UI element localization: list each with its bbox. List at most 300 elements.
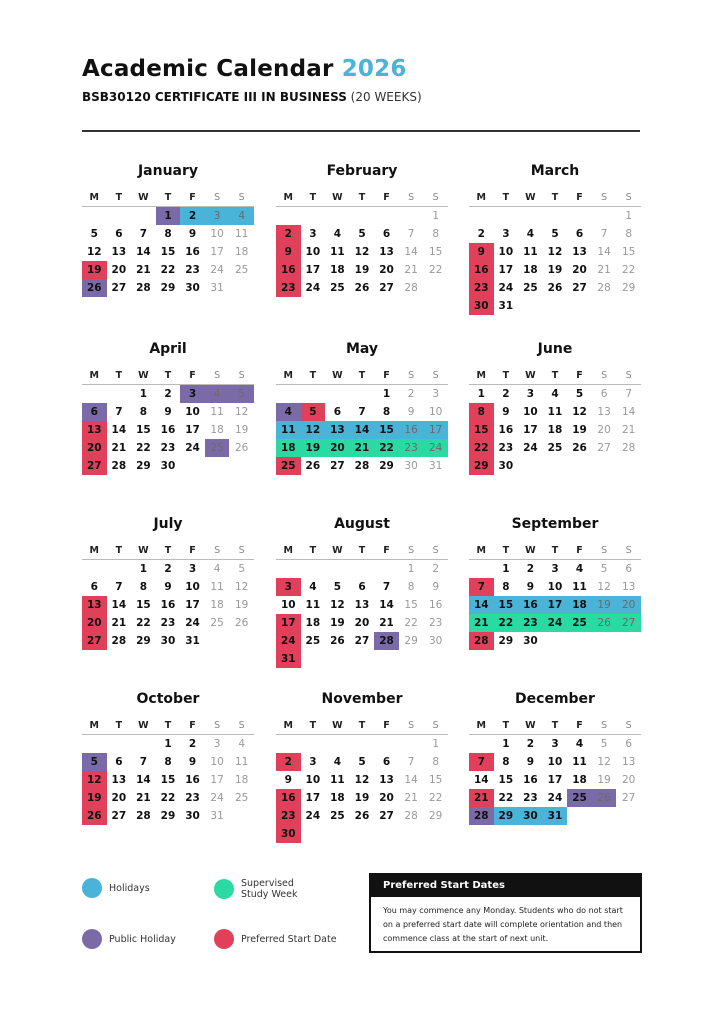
day-cell: 11 [572,756,587,768]
day-cell: 11 [305,599,321,611]
day-cell: 11 [330,246,345,258]
weekday-label: T [358,192,366,203]
day-cell: 9 [188,756,197,768]
legend-preferred [214,929,337,949]
day-cell: 10 [498,246,514,258]
weekday-label: S [214,370,221,381]
preferred-swatch-icon [214,929,234,949]
days-grid [276,560,448,668]
day-cell: 10 [305,246,321,258]
day-cell: 21 [469,614,494,632]
day-cell: 8 [469,403,494,421]
day-cell: 20 [597,424,611,436]
day-cell: 24 [210,792,224,804]
day-cell: 5 [358,756,366,768]
day-cell: 9 [276,243,301,261]
day-cell: 12 [330,599,345,611]
day-cell: 18 [330,264,345,276]
days-grid [469,560,641,650]
day-cell: 8 [164,756,172,768]
day-cell: 4 [333,228,342,240]
month-july [82,514,254,650]
day-cell: 4 [333,756,342,768]
weekday-header [82,367,254,385]
day-cell: 12 [86,246,102,258]
day-cell: 2 [188,738,197,750]
day-cell: 14 [473,774,489,786]
day-cell: 5 [333,581,342,593]
day-cell: 15 [469,421,494,439]
day-cell: 24 [276,632,301,650]
weekday-label: S [432,545,439,556]
day-cell: 6 [358,581,366,593]
day-cell: 25 [234,264,249,276]
day-cell: 28 [404,810,418,822]
weekday-label: T [502,720,510,731]
day-cell: 10 [547,581,563,593]
day-cell: 1 [432,738,439,750]
day-cell: 11 [330,774,345,786]
weekday-header [82,189,254,207]
day-cell: 19 [82,789,107,807]
empty-cell [107,385,132,403]
month-name: October [136,691,200,707]
day-cell: 17 [185,599,200,611]
day-cell: 16 [276,789,301,807]
weekday-label: T [164,720,172,731]
days-grid [469,385,641,475]
weekday-label: M [89,192,100,203]
day-cell: 5 [229,385,254,403]
day-cell: 21 [111,442,127,454]
days-grid [276,735,448,843]
day-cell: 1 [156,207,181,225]
day-cell: 3 [205,207,230,225]
day-cell: 23 [185,792,200,804]
day-cell: 27 [82,632,107,650]
day-cell: 14 [136,774,151,786]
day-cell: 29 [136,460,151,472]
weekday-label: F [189,545,196,556]
weekday-label: M [283,192,294,203]
day-cell: 20 [82,439,107,457]
legend-holidays-label: Holidays [109,882,150,894]
empty-cell [276,560,301,578]
day-cell: 25 [547,442,563,454]
day-cell: 26 [305,460,321,472]
day-cell: 21 [404,792,418,804]
month-name: January [137,163,199,179]
day-cell: 3 [551,563,559,575]
day-cell: 12 [597,756,611,768]
weekday-label: T [551,370,559,381]
day-cell: 12 [82,771,107,789]
day-cell: 1 [382,388,391,400]
day-cell: 25 [567,614,592,632]
day-cell: 14 [136,246,151,258]
day-cell: 5 [551,228,559,240]
day-cell: 28 [136,810,151,822]
weekday-label: T [502,370,510,381]
day-cell: 3 [309,228,317,240]
day-cell: 30 [498,460,514,472]
weekday-label: F [189,370,196,381]
weekday-label: M [89,720,100,731]
day-cell: 5 [82,753,107,771]
weekday-header [469,367,641,385]
day-cell: 12 [234,581,249,593]
day-cell: 11 [572,581,587,593]
day-cell: 23 [160,442,176,454]
day-cell: 9 [407,406,415,418]
day-cell: 7 [115,581,123,593]
day-cell: 16 [399,421,424,439]
month-november [276,689,448,843]
month-name: May [345,341,379,357]
day-cell: 7 [469,753,494,771]
day-cell: 11 [276,421,301,439]
day-cell: 26 [592,789,617,807]
day-cell: 1 [164,738,172,750]
day-cell: 11 [210,581,224,593]
day-cell: 14 [469,596,494,614]
weekday-label: T [115,720,123,731]
day-cell: 13 [379,246,394,258]
weekday-label: T [358,370,366,381]
day-cell: 29 [621,282,636,294]
empty-cell [543,207,568,225]
day-cell: 15 [428,774,443,786]
day-cell: 7 [358,406,366,418]
day-cell: 17 [547,774,563,786]
day-cell: 4 [575,738,584,750]
day-cell: 5 [600,563,608,575]
day-cell: 24 [543,614,568,632]
weekday-label: F [189,720,196,731]
day-cell: 22 [428,264,443,276]
day-cell: 17 [305,264,321,276]
day-cell: 31 [498,300,514,312]
day-cell: 20 [379,792,394,804]
day-cell: 30 [518,807,543,825]
day-cell: 29 [160,810,176,822]
day-cell: 8 [432,756,439,768]
month-march [469,161,641,315]
day-cell: 22 [136,617,151,629]
day-cell: 18 [523,264,538,276]
day-cell: 21 [379,617,394,629]
day-cell: 10 [210,756,224,768]
day-cell: 14 [350,421,375,439]
weekday-label: T [502,192,510,203]
day-cell: 15 [498,774,514,786]
day-cell: 2 [164,563,172,575]
day-cell: 30 [428,635,443,647]
day-cell: 26 [234,442,249,454]
month-name: March [530,163,580,179]
day-cell: 6 [115,756,123,768]
day-cell: 17 [305,792,321,804]
weekday-label: T [164,192,172,203]
day-cell: 26 [354,282,370,294]
weekday-label: S [214,720,221,731]
day-cell: 14 [404,774,418,786]
day-cell: 19 [234,424,249,436]
day-cell: 31 [428,460,443,472]
day-cell: 9 [164,406,172,418]
day-cell: 8 [139,406,148,418]
month-name: April [149,341,187,357]
preferred-start-box [369,873,642,953]
weekday-label: T [164,545,172,556]
preferred-start-title: Preferred Start Dates [371,875,640,897]
day-cell: 26 [547,282,563,294]
day-cell: 24 [523,442,538,454]
weekday-label: F [383,545,390,556]
weekday-header [82,542,254,560]
day-cell: 21 [136,792,151,804]
day-cell: 4 [551,388,559,400]
day-cell: 24 [547,792,563,804]
month-name: December [515,691,595,707]
day-cell: 26 [592,614,617,632]
weekday-label: T [115,545,123,556]
day-cell: 5 [90,228,98,240]
month-january [82,161,254,297]
weekday-label: S [408,720,415,731]
month-name: February [326,163,398,179]
day-cell: 2 [407,388,415,400]
day-cell: 12 [354,774,370,786]
day-cell: 2 [526,563,535,575]
weekday-header [276,367,448,385]
day-cell: 10 [547,756,563,768]
day-cell: 29 [498,635,514,647]
weekday-label: T [309,192,317,203]
month-october [82,689,254,825]
day-cell: 27 [621,792,636,804]
day-cell: 15 [136,424,151,436]
legend-public-holiday-label: Public Holiday [109,933,176,945]
day-cell: 31 [276,650,301,668]
course-duration: (20 WEEKS) [350,90,422,104]
day-cell: 6 [115,228,123,240]
day-cell: 1 [502,563,510,575]
weekday-label: T [551,720,559,731]
day-cell: 25 [210,617,224,629]
day-cell: 17 [276,614,301,632]
day-cell: 5 [600,738,608,750]
day-cell: 19 [234,599,249,611]
day-cell: 31 [210,810,224,822]
weekday-label: W [525,545,536,556]
month-name: June [537,341,573,357]
day-cell: 22 [469,439,494,457]
day-cell: 27 [82,457,107,475]
day-cell: 22 [428,792,443,804]
day-cell: 6 [90,581,98,593]
day-cell: 23 [185,264,200,276]
day-cell: 23 [498,442,514,454]
day-cell: 24 [185,617,200,629]
day-cell: 15 [494,596,519,614]
weekday-label: T [309,370,317,381]
day-cell: 6 [625,738,632,750]
day-cell: 7 [469,578,494,596]
course-code: BSB30120 CERTIFICATE III IN BUSINESS [82,90,347,104]
day-cell: 30 [404,460,418,472]
day-cell: 7 [407,228,415,240]
day-cell: 20 [616,596,641,614]
days-grid [469,735,641,825]
empty-cell [276,735,301,753]
day-cell: 15 [621,246,636,258]
month-name: July [153,516,183,532]
day-cell: 13 [621,756,636,768]
day-cell: 16 [160,599,176,611]
weekday-label: F [383,720,390,731]
empty-cell [494,207,519,225]
weekday-label: T [309,720,317,731]
day-cell: 13 [597,406,611,418]
day-cell: 19 [572,424,587,436]
day-cell: 3 [180,385,205,403]
weekday-label: F [383,192,390,203]
day-cell: 20 [379,264,394,276]
day-cell: 8 [164,228,172,240]
day-cell: 31 [543,807,568,825]
days-grid [276,207,448,297]
day-cell: 5 [301,403,326,421]
month-may [276,339,448,475]
weekday-label: M [89,370,100,381]
day-cell: 17 [543,596,568,614]
day-cell: 21 [111,617,127,629]
weekday-label: F [189,192,196,203]
day-cell: 13 [111,774,127,786]
day-cell: 9 [469,243,494,261]
empty-cell [276,385,301,403]
day-cell: 28 [354,460,370,472]
day-cell: 4 [309,581,317,593]
empty-cell [301,735,326,753]
day-cell: 27 [379,810,394,822]
month-june [469,339,641,475]
weekday-label: S [238,370,245,381]
empty-cell [325,385,350,403]
day-cell: 17 [523,424,538,436]
weekday-header [82,717,254,735]
day-cell: 13 [572,246,587,258]
day-cell: 16 [428,599,443,611]
empty-cell [469,207,494,225]
day-cell: 30 [469,297,494,315]
day-cell: 4 [229,207,254,225]
day-cell: 22 [160,264,176,276]
day-cell: 12 [547,246,563,258]
day-cell: 11 [210,406,224,418]
day-cell: 16 [160,424,176,436]
day-cell: 24 [185,442,200,454]
day-cell: 1 [432,210,439,222]
day-cell: 19 [301,439,326,457]
day-cell: 18 [567,596,592,614]
day-cell: 27 [354,635,370,647]
day-cell: 24 [498,282,514,294]
empty-cell [107,207,132,225]
day-cell: 25 [523,282,538,294]
day-cell: 13 [354,599,370,611]
day-cell: 10 [280,599,296,611]
weekday-label: T [115,192,123,203]
day-cell: 7 [625,388,632,400]
empty-cell [107,560,132,578]
weekday-label: T [358,720,366,731]
day-cell: 15 [428,246,443,258]
weekday-label: S [238,545,245,556]
day-cell: 29 [136,635,151,647]
day-cell: 6 [382,756,391,768]
day-cell: 11 [234,228,249,240]
weekday-label: T [502,545,510,556]
day-cell: 4 [276,403,301,421]
day-cell: 17 [498,264,514,276]
day-cell: 3 [526,388,535,400]
empty-cell [374,207,399,225]
day-cell: 12 [597,581,611,593]
weekday-label: W [332,545,343,556]
day-cell: 21 [621,424,636,436]
day-cell: 1 [477,388,485,400]
day-cell: 9 [526,756,535,768]
day-cell: 22 [494,614,519,632]
day-cell: 18 [210,599,224,611]
day-cell: 1 [502,738,510,750]
day-cell: 14 [111,599,127,611]
day-cell: 20 [621,774,636,786]
weekday-label: S [625,720,632,731]
empty-cell [592,207,617,225]
day-cell: 6 [82,403,107,421]
day-cell: 12 [354,246,370,258]
day-cell: 25 [234,792,249,804]
weekday-label: W [138,370,149,381]
month-december [469,689,641,825]
weekday-label: S [432,370,439,381]
day-cell: 14 [379,599,394,611]
day-cell: 19 [330,617,345,629]
weekday-label: S [601,545,608,556]
empty-cell [82,385,107,403]
day-cell: 30 [276,825,301,843]
day-cell: 14 [111,424,127,436]
holidays-swatch-icon [82,878,102,898]
month-august [276,514,448,668]
weekday-label: T [358,545,366,556]
weekday-header [276,189,448,207]
day-cell: 29 [494,807,519,825]
day-cell: 3 [188,563,197,575]
day-cell: 18 [330,792,345,804]
day-cell: 28 [469,632,494,650]
day-cell: 2 [502,388,510,400]
day-cell: 29 [404,635,418,647]
day-cell: 11 [523,246,538,258]
weekday-label: M [476,192,487,203]
day-cell: 16 [518,596,543,614]
day-cell: 17 [185,424,200,436]
day-cell: 16 [185,774,200,786]
